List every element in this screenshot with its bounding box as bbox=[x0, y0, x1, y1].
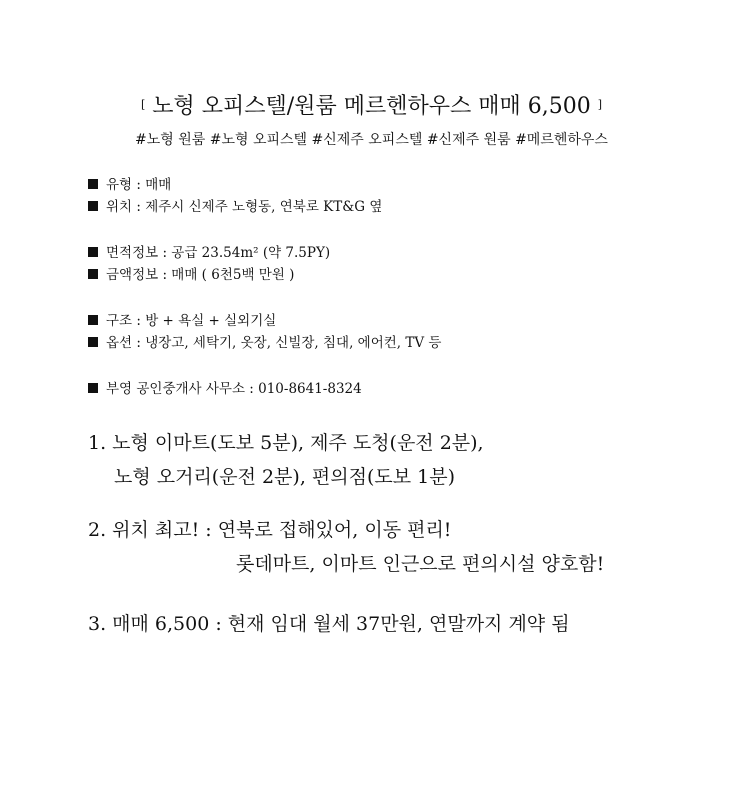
point-2-line-2: 롯데마트, 이마트 인근으로 편의시설 양호함! bbox=[236, 553, 605, 575]
info-area-text: 면적정보 : 공급 23.54m² (약 7.5PY) bbox=[106, 245, 331, 261]
square-bullet-icon bbox=[88, 315, 98, 325]
square-bullet-icon bbox=[88, 179, 98, 189]
square-bullet-icon bbox=[88, 383, 98, 393]
info-row-agent bbox=[88, 378, 441, 400]
highlight-point-2 bbox=[88, 513, 604, 581]
hashtag-line: #노형 원룸 #노형 오피스텔 #신제주 오피스텔 #신제주 원룸 #메르헨하우스 bbox=[135, 132, 608, 148]
title-text: 노형 오피스텔/원룸 메르헨하우스 매매 6,500 bbox=[152, 94, 591, 119]
square-bullet-icon bbox=[88, 337, 98, 347]
info-type-text: 유형 : 매매 bbox=[106, 177, 172, 193]
info-row-price bbox=[88, 264, 441, 286]
info-row-location bbox=[88, 196, 441, 218]
info-location-text: 위치 : 제주시 신제주 노형동, 연북로 KT&G 옆 bbox=[106, 199, 383, 215]
info-options-text: 옵션 : 냉장고, 세탁기, 옷장, 신빌장, 침대, 에어컨, TV 등 bbox=[106, 335, 442, 351]
highlight-point-1 bbox=[88, 426, 484, 494]
square-bullet-icon bbox=[88, 269, 98, 279]
info-row-area bbox=[88, 242, 441, 264]
info-row-type bbox=[88, 174, 441, 196]
info-row-options bbox=[88, 332, 441, 354]
point-2-line-1: 2. 위치 최고! : 연북로 접해있어, 이동 편리! bbox=[88, 519, 452, 541]
info-structure-text: 구조 : 방 + 욕실 + 실외기실 bbox=[106, 313, 277, 329]
title-close-bracket: ] bbox=[597, 98, 602, 111]
point-3-line-1: 3. 매매 6,500 : 현재 임대 월세 37만원, 연말까지 계약 됨 bbox=[88, 613, 570, 635]
point-1-line-1: 1. 노형 이마트(도보 5분), 제주 도청(운전 2분), bbox=[88, 432, 484, 454]
property-info-list bbox=[88, 174, 441, 400]
point-1-line-2: 노형 오거리(운전 2분), 편의점(도보 1분) bbox=[114, 466, 455, 488]
info-price-text: 금액정보 : 매매 ( 6천5백 만원 ) bbox=[106, 267, 295, 283]
square-bullet-icon bbox=[88, 247, 98, 257]
info-row-structure bbox=[88, 310, 441, 332]
highlight-point-3 bbox=[88, 607, 570, 641]
square-bullet-icon bbox=[88, 201, 98, 211]
info-agent-text: 부영 공인중개사 사무소 : 010-8641-8324 bbox=[106, 381, 362, 397]
title-open-bracket: [ bbox=[141, 98, 146, 111]
listing-title bbox=[0, 92, 743, 122]
